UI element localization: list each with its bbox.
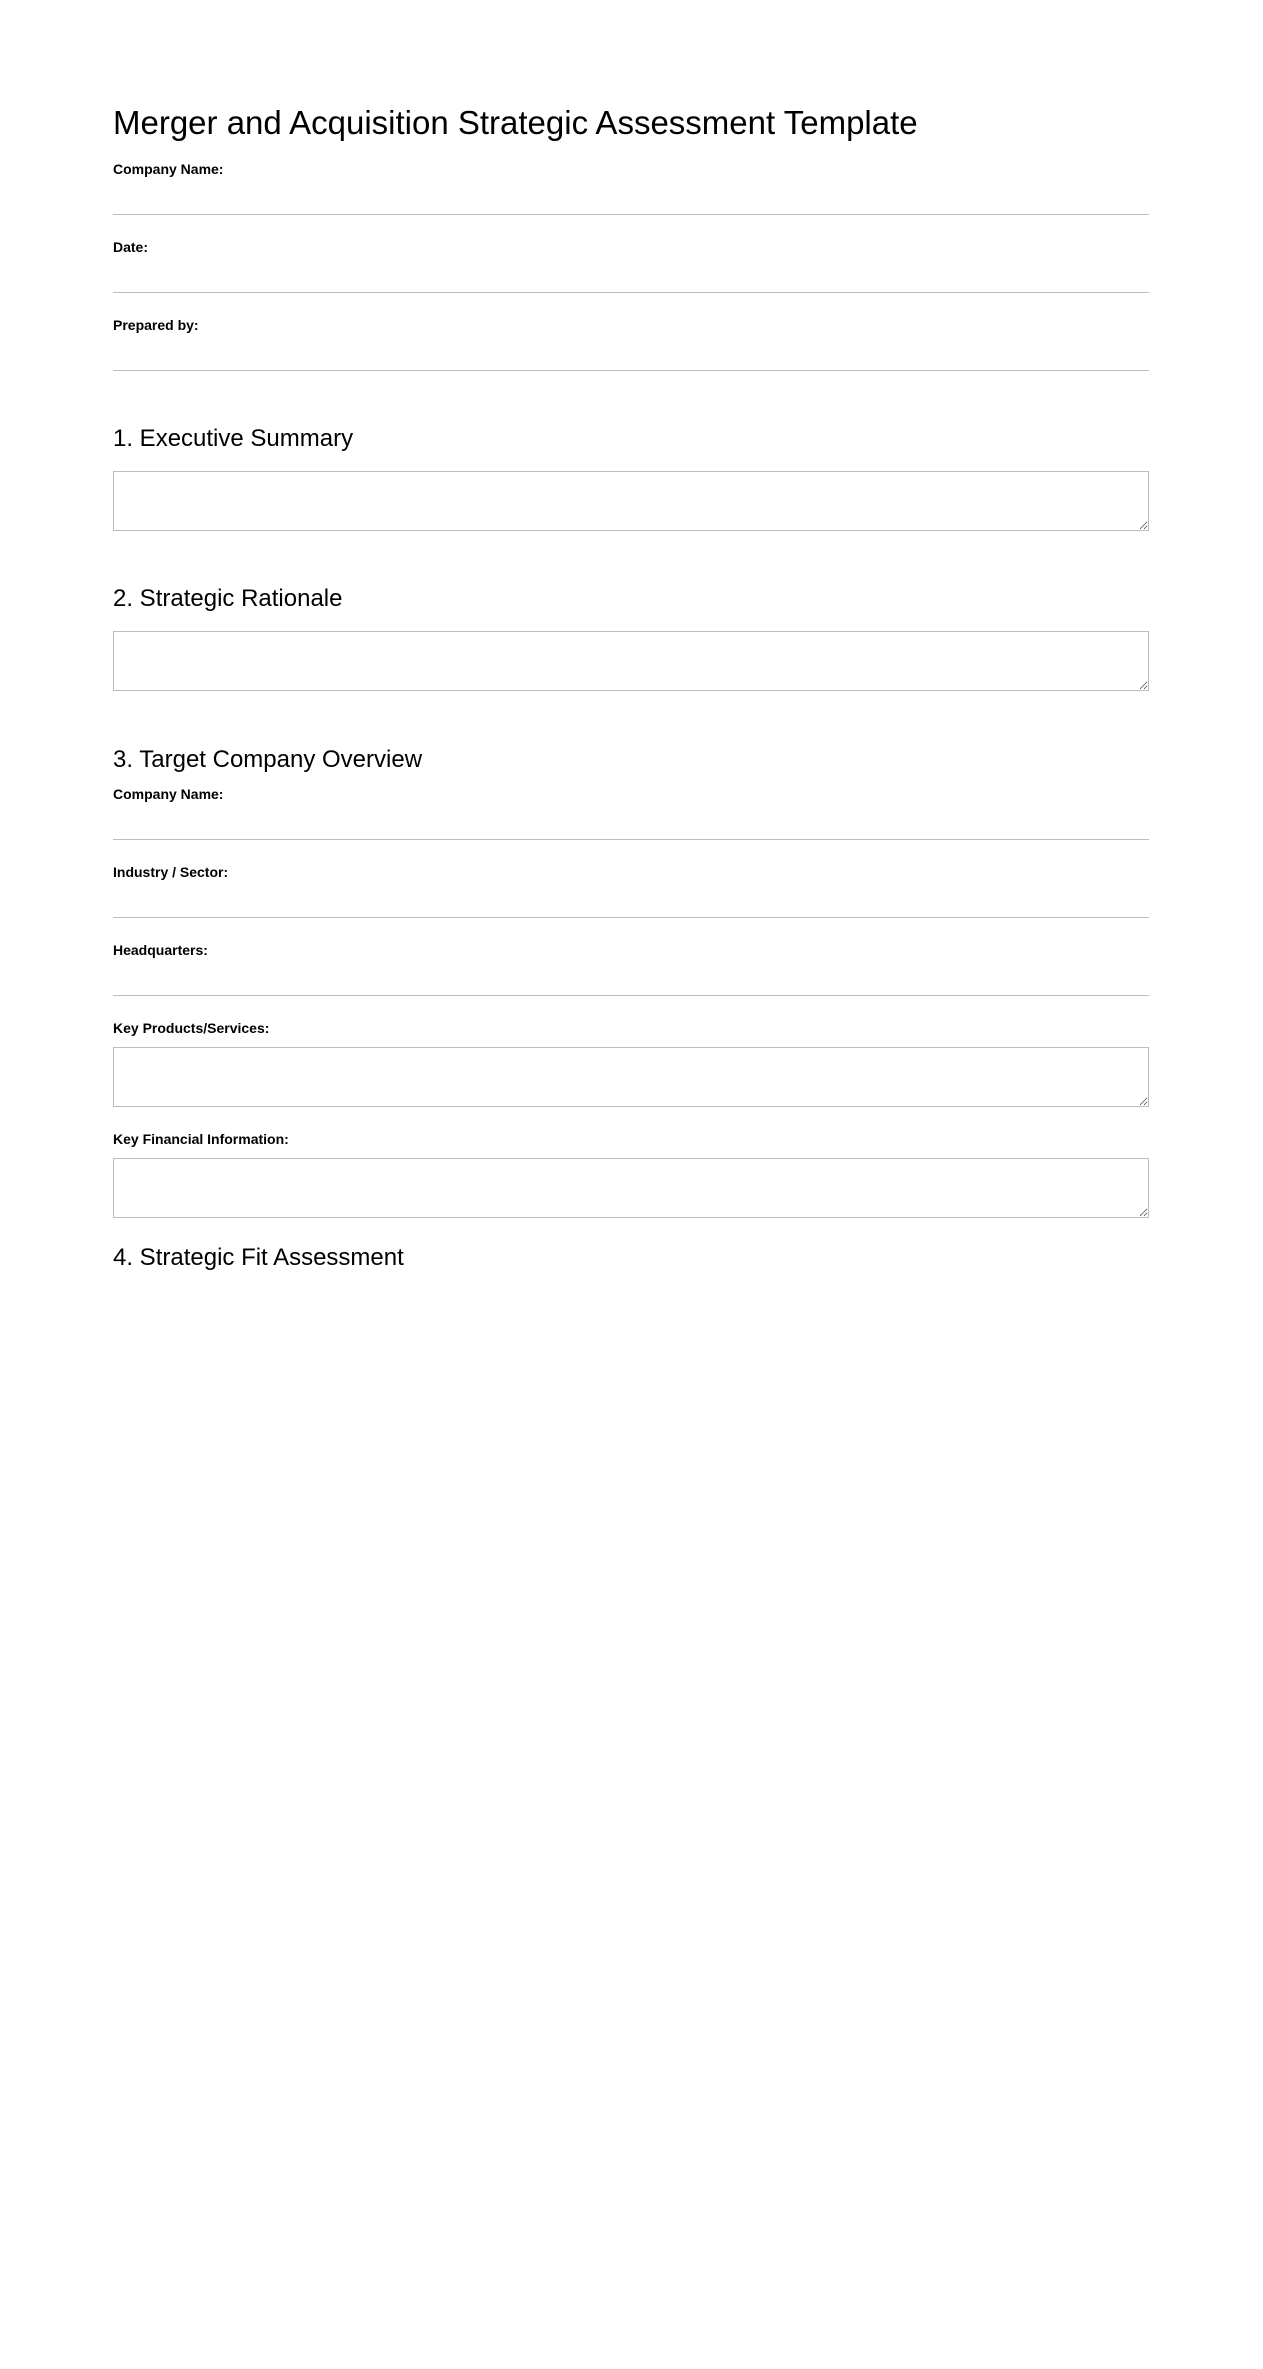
section-title: 2. Strategic Rationale	[113, 585, 343, 612]
section-executive-summary	[113, 425, 1149, 531]
section-title: 3. Target Company Overview	[113, 746, 423, 773]
company-name-input[interactable]	[113, 182, 1149, 215]
section-strategic-rationale	[113, 585, 1149, 691]
industry-sector-field	[113, 864, 1149, 918]
key-products-services-label: Key Products/Services:	[113, 1020, 270, 1036]
industry-sector-input[interactable]	[113, 885, 1149, 918]
header-fields	[113, 161, 1149, 371]
section-title: 1. Executive Summary	[113, 425, 354, 452]
target-company-name-field	[113, 786, 1149, 840]
industry-sector-label: Industry / Sector:	[113, 864, 229, 880]
headquarters-input[interactable]	[113, 963, 1149, 996]
date-label: Date:	[113, 239, 149, 255]
key-financial-information-field	[113, 1131, 1149, 1218]
section-strategic-fit-assessment	[113, 1244, 1149, 1272]
executive-summary-textarea[interactable]	[113, 471, 1149, 531]
key-financial-information-textarea[interactable]	[113, 1158, 1149, 1218]
strategic-rationale-textarea[interactable]	[113, 631, 1149, 691]
date-input[interactable]	[113, 260, 1149, 293]
company-name-field	[113, 161, 1149, 215]
target-company-name-input[interactable]	[113, 807, 1149, 840]
key-products-services-textarea[interactable]	[113, 1047, 1149, 1107]
section-title: 4. Strategic Fit Assessment	[113, 1244, 404, 1271]
prepared-by-input[interactable]	[113, 338, 1149, 371]
section-target-company-overview	[113, 746, 1149, 1218]
key-financial-information-label: Key Financial Information:	[113, 1131, 289, 1147]
target-company-name-label: Company Name:	[113, 786, 224, 802]
assessment-form	[113, 104, 1149, 1272]
headquarters-label: Headquarters:	[113, 942, 208, 958]
page-title: Merger and Acquisition Strategic Assessment Template	[113, 104, 918, 141]
date-field	[113, 239, 1149, 293]
headquarters-field	[113, 942, 1149, 996]
company-name-label: Company Name:	[113, 161, 224, 177]
prepared-by-field	[113, 317, 1149, 371]
prepared-by-label: Prepared by:	[113, 317, 199, 333]
key-products-services-field	[113, 1020, 1149, 1107]
